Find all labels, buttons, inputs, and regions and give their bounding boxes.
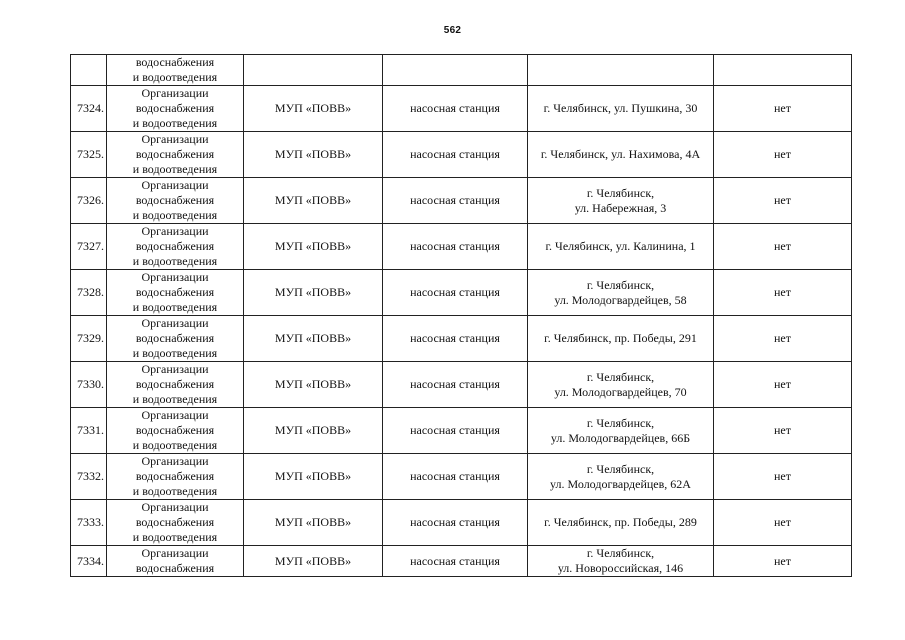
cell-org-type — [107, 546, 244, 577]
cell-number — [71, 362, 107, 408]
cell-status — [714, 362, 852, 408]
cell-object — [383, 546, 528, 577]
table-row — [71, 224, 852, 270]
table-row — [71, 454, 852, 500]
cell-org-type — [107, 362, 244, 408]
cell-address — [528, 270, 714, 316]
address-line: г. Челябинск, — [586, 369, 655, 384]
status-value: нет — [774, 469, 791, 483]
org-type-line: и водоотведения — [132, 254, 218, 268]
address-line: г. Челябинск, ул. Нахимова, 4А — [540, 147, 701, 161]
cell-object — [383, 132, 528, 178]
table-row — [71, 362, 852, 408]
status-value: нет — [774, 423, 791, 437]
page-number: 562 — [443, 25, 462, 36]
cell-operator — [244, 454, 383, 500]
row-number: 7333. — [77, 515, 104, 529]
object-type: насосная станция — [410, 147, 500, 161]
cell-address — [528, 362, 714, 408]
cell-operator — [244, 132, 383, 178]
cell-operator — [244, 86, 383, 132]
cell-object — [383, 454, 528, 500]
org-type-line: Организации — [141, 86, 209, 100]
row-number: 7327. — [77, 239, 104, 253]
org-type-line: водоснабжения — [135, 331, 215, 345]
operator-name: МУП «ПОВВ» — [274, 285, 352, 299]
address-line: г. Челябинск, ул. Калинина, 1 — [545, 239, 696, 253]
address-line: г. Челябинск, пр. Победы, 289 — [544, 515, 697, 529]
object-type: насосная станция — [410, 101, 500, 115]
org-type-line: Организации — [141, 224, 209, 238]
address-line: г. Челябинск, — [586, 185, 655, 200]
cell-status — [714, 86, 852, 132]
table-row — [71, 270, 852, 316]
cell-address — [528, 86, 714, 132]
cell-operator — [244, 500, 383, 546]
org-type-line: и водоотведения — [132, 208, 218, 222]
table-row — [71, 86, 852, 132]
cell-operator — [244, 546, 383, 577]
cell-number — [71, 500, 107, 546]
cell-number — [71, 546, 107, 577]
status-value: нет — [774, 515, 791, 529]
cell-object — [383, 55, 528, 86]
address-line: г. Челябинск, — [586, 277, 655, 292]
operator-name: МУП «ПОВВ» — [274, 423, 352, 437]
address-line: г. Челябинск, — [586, 415, 655, 430]
org-type-line: водоснабжения — [135, 423, 215, 437]
org-type-line: Организации — [141, 270, 209, 284]
cell-object — [383, 178, 528, 224]
table-row — [71, 316, 852, 362]
cell-number — [71, 270, 107, 316]
status-value: нет — [774, 331, 791, 345]
org-type-line: водоснабжения — [135, 55, 215, 69]
row-number: 7330. — [77, 377, 104, 391]
org-type-line: Организации — [141, 546, 209, 560]
org-type-line: и водоотведения — [132, 530, 218, 544]
operator-name: МУП «ПОВВ» — [274, 239, 352, 253]
cell-status — [714, 408, 852, 454]
cell-object — [383, 500, 528, 546]
org-type-line: Организации — [141, 454, 209, 468]
org-type-line: Организации — [141, 408, 209, 422]
operator-name: МУП «ПОВВ» — [274, 377, 352, 391]
org-type-line: водоснабжения — [135, 285, 215, 299]
object-type: насосная станция — [410, 515, 500, 529]
cell-org-type — [107, 454, 244, 500]
cell-number — [71, 132, 107, 178]
address-line: г. Челябинск, — [586, 546, 655, 560]
org-type-line: водоснабжения — [135, 561, 215, 575]
object-type: насосная станция — [410, 377, 500, 391]
object-type: насосная станция — [410, 239, 500, 253]
address-line: ул. Молодогвардейцев, 66Б — [550, 430, 691, 445]
org-type-line: Организации — [141, 316, 209, 330]
object-type: насосная станция — [410, 193, 500, 207]
cell-status — [714, 178, 852, 224]
cell-org-type — [107, 86, 244, 132]
continuation-row — [71, 55, 852, 86]
row-number: 7328. — [77, 285, 104, 299]
operator-name: МУП «ПОВВ» — [274, 101, 352, 115]
cell-object — [383, 316, 528, 362]
row-number: 7332. — [77, 469, 104, 483]
cell-org-type — [107, 132, 244, 178]
row-number: 7326. — [77, 193, 104, 207]
org-type-line: Организации — [141, 132, 209, 146]
cell-address — [528, 224, 714, 270]
operator-name: МУП «ПОВВ» — [274, 553, 352, 568]
address-line: ул. Набережная, 3 — [574, 200, 667, 215]
operator-name: МУП «ПОВВ» — [274, 331, 352, 345]
row-number: 7324. — [77, 101, 104, 115]
registry-table-body — [71, 55, 852, 577]
cell-number — [71, 408, 107, 454]
org-type-line: водоснабжения — [135, 193, 215, 207]
status-value: нет — [774, 377, 791, 391]
org-type-line: Организации — [141, 362, 209, 376]
cell-object — [383, 270, 528, 316]
cell-status — [714, 316, 852, 362]
org-type-line: водоснабжения — [135, 239, 215, 253]
address-line: г. Челябинск, пр. Победы, 291 — [544, 331, 697, 345]
cell-number — [71, 55, 107, 86]
org-type-line: водоснабжения — [135, 469, 215, 483]
object-type: насосная станция — [410, 331, 500, 345]
row-number: 7334. — [77, 553, 104, 568]
org-type-line: водоснабжения — [135, 515, 215, 529]
table-row — [71, 408, 852, 454]
status-value: нет — [774, 101, 791, 115]
cell-status — [714, 224, 852, 270]
address-line: г. Челябинск, — [586, 461, 655, 476]
object-type: насосная станция — [410, 285, 500, 299]
status-value: нет — [774, 553, 791, 568]
status-value: нет — [774, 147, 791, 161]
address-line: ул. Новороссийская, 146 — [557, 561, 684, 575]
cell-status — [714, 55, 852, 86]
org-type-line: и водоотведения — [132, 392, 218, 406]
cell-status — [714, 270, 852, 316]
address-line: ул. Молодогвардейцев, 58 — [554, 292, 687, 307]
org-type-line: и водоотведения — [132, 70, 218, 84]
cell-org-type — [107, 224, 244, 270]
org-type-line: и водоотведения — [132, 438, 218, 452]
cell-org-type — [107, 316, 244, 362]
org-type-line: Организации — [141, 178, 209, 192]
operator-name: МУП «ПОВВ» — [274, 193, 352, 207]
address-line: ул. Молодогвардейцев, 62А — [550, 476, 691, 491]
table-row — [71, 132, 852, 178]
cell-object — [383, 224, 528, 270]
cell-number — [71, 178, 107, 224]
org-type-line: и водоотведения — [132, 162, 218, 176]
cell-org-type — [107, 270, 244, 316]
cell-address — [528, 55, 714, 86]
operator-name: МУП «ПОВВ» — [274, 147, 352, 161]
org-type-line: и водоотведения — [132, 484, 218, 498]
row-number: 7331. — [77, 423, 104, 437]
cell-number — [71, 454, 107, 500]
cell-address — [528, 178, 714, 224]
table-row — [71, 546, 852, 577]
cell-number — [71, 224, 107, 270]
cell-org-type — [107, 500, 244, 546]
cell-object — [383, 86, 528, 132]
cell-org-type — [107, 408, 244, 454]
cell-number — [71, 86, 107, 132]
row-number: 7329. — [77, 331, 104, 345]
org-type-line: водоснабжения — [135, 377, 215, 391]
cell-operator — [244, 316, 383, 362]
table-row — [71, 500, 852, 546]
cell-status — [714, 500, 852, 546]
status-value: нет — [774, 285, 791, 299]
org-type-line: водоснабжения — [135, 147, 215, 161]
org-type-line: Организации — [141, 500, 209, 514]
address-line: г. Челябинск, ул. Пушкина, 30 — [543, 101, 698, 115]
address-line: ул. Молодогвардейцев, 70 — [554, 384, 687, 399]
cell-address — [528, 316, 714, 362]
cell-address — [528, 408, 714, 454]
cell-address — [528, 132, 714, 178]
cell-address — [528, 454, 714, 500]
cell-operator — [244, 224, 383, 270]
table-row — [71, 178, 852, 224]
registry-table — [70, 54, 852, 577]
object-type: насосная станция — [410, 553, 500, 568]
cell-address — [528, 500, 714, 546]
status-value: нет — [774, 193, 791, 207]
org-type-line: и водоотведения — [132, 300, 218, 314]
status-value: нет — [774, 239, 791, 253]
cell-operator — [244, 408, 383, 454]
cell-operator — [244, 55, 383, 86]
org-type-line: и водоотведения — [132, 116, 218, 130]
cell-status — [714, 546, 852, 577]
cell-object — [383, 408, 528, 454]
object-type: насосная станция — [410, 423, 500, 437]
cell-org-type — [107, 178, 244, 224]
cell-operator — [244, 362, 383, 408]
cell-number — [71, 316, 107, 362]
cell-status — [714, 132, 852, 178]
cell-status — [714, 454, 852, 500]
org-type-line: и водоотведения — [132, 346, 218, 360]
object-type: насосная станция — [410, 469, 500, 483]
cell-address — [528, 546, 714, 577]
cell-operator — [244, 178, 383, 224]
operator-name: МУП «ПОВВ» — [274, 515, 352, 529]
cell-operator — [244, 270, 383, 316]
row-number: 7325. — [77, 147, 104, 161]
cell-object — [383, 362, 528, 408]
operator-name: МУП «ПОВВ» — [274, 469, 352, 483]
cell-org-type — [107, 55, 244, 86]
org-type-line: водоснабжения — [135, 101, 215, 115]
